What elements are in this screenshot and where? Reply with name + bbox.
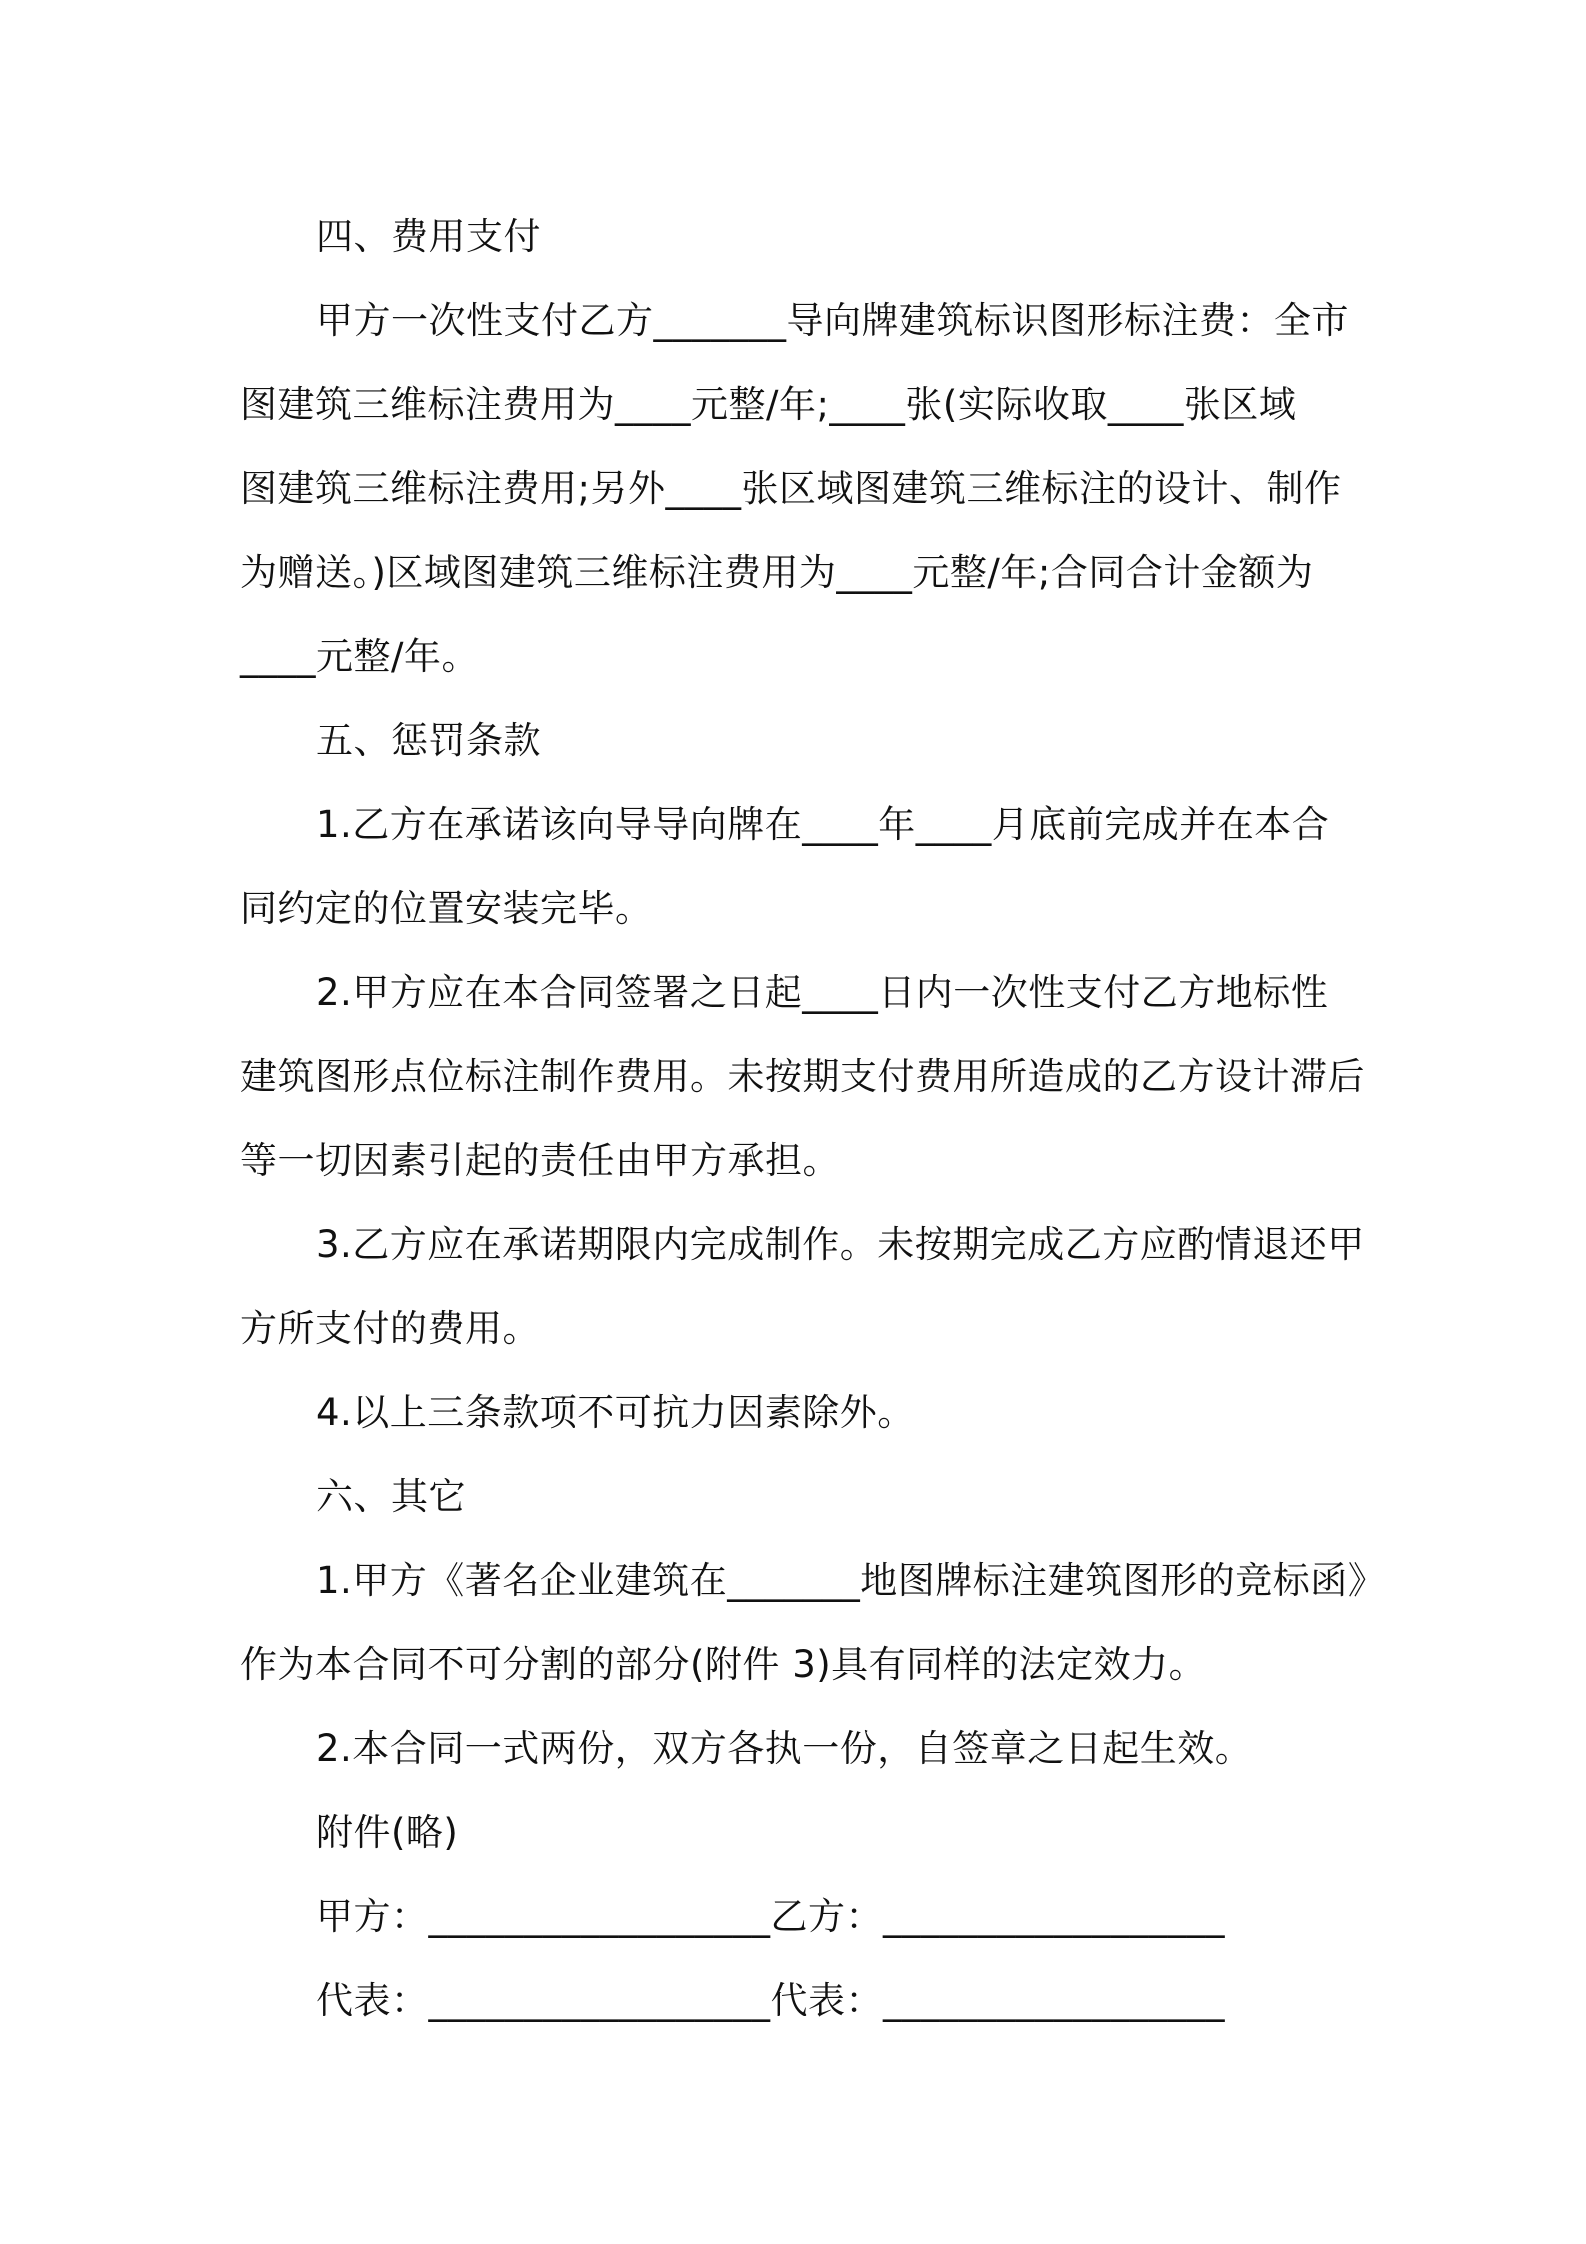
document-body xyxy=(240,195,1386,2043)
section-5-item-3: 3.乙方应在承诺期限内完成制作。未按期完成乙方应酌情退还甲 xyxy=(316,1223,1365,1266)
rep-a-label: 代表： xyxy=(316,1979,429,2022)
party-a-signature-blank: __________________ xyxy=(428,1895,771,1938)
attachment-note: 附件(略) xyxy=(316,1811,459,1854)
rep-b-signature-blank: __________________ xyxy=(883,1979,1225,2022)
section-5-item-2-cont: 等一切因素引起的责任由甲方承担。 xyxy=(240,1139,840,1182)
section-5-item-1: 1.乙方在承诺该向导导向牌在____年____月底前完成并在本合 xyxy=(316,803,1330,846)
party-a-label: 甲方： xyxy=(316,1895,429,1938)
section-5-item-3-cont: 方所支付的费用。 xyxy=(240,1307,540,1350)
section-5-item-1-cont: 同约定的位置安装完毕。 xyxy=(240,887,653,930)
party-b-label: 乙方： xyxy=(770,1895,883,1938)
section-5-heading: 五、惩罚条款 xyxy=(316,719,541,762)
section-5-item-2-cont: 建筑图形点位标注制作费用。未按期支付费用所造成的乙方设计滞后 xyxy=(240,1055,1365,1098)
section-6-heading: 六、其它 xyxy=(316,1475,466,1518)
party-b-signature-blank: __________________ xyxy=(883,1895,1225,1938)
section-6-item-1: 1.甲方《著名企业建筑在_______地图牌标注建筑图形的竞标函》 xyxy=(316,1559,1386,1602)
section-4-line: 图建筑三维标注费用;另外____张区域图建筑三维标注的设计、制作 xyxy=(240,467,1342,510)
signature-row-representatives xyxy=(240,1959,1355,2043)
section-4-line: 为赠送。)区域图建筑三维标注费用为____元整/年;合同合计金额为 xyxy=(240,551,1314,594)
section-4-line: 图建筑三维标注费用为____元整/年;____张(实际收取____张区域 xyxy=(240,383,1297,426)
rep-a-signature-blank: __________________ xyxy=(428,1979,771,2022)
rep-b-label: 代表： xyxy=(770,1979,883,2022)
section-6-item-2: 2.本合同一式两份，双方各执一份，自签章之日起生效。 xyxy=(316,1727,1253,1770)
section-5-item-4: 4.以上三条款项不可抗力因素除外。 xyxy=(316,1391,915,1434)
section-4-line: ____元整/年。 xyxy=(240,635,479,678)
section-5-item-2: 2.甲方应在本合同签署之日起____日内一次性支付乙方地标性 xyxy=(316,971,1329,1014)
section-6-item-1-cont: 作为本合同不可分割的部分(附件 3)具有同样的法定效力。 xyxy=(240,1643,1207,1686)
section-4-line: 甲方一次性支付乙方_______导向牌建筑标识图形标注费：全市 xyxy=(316,299,1349,342)
signature-row-parties xyxy=(240,1875,1355,1959)
section-4-heading: 四、费用支付 xyxy=(316,215,541,258)
